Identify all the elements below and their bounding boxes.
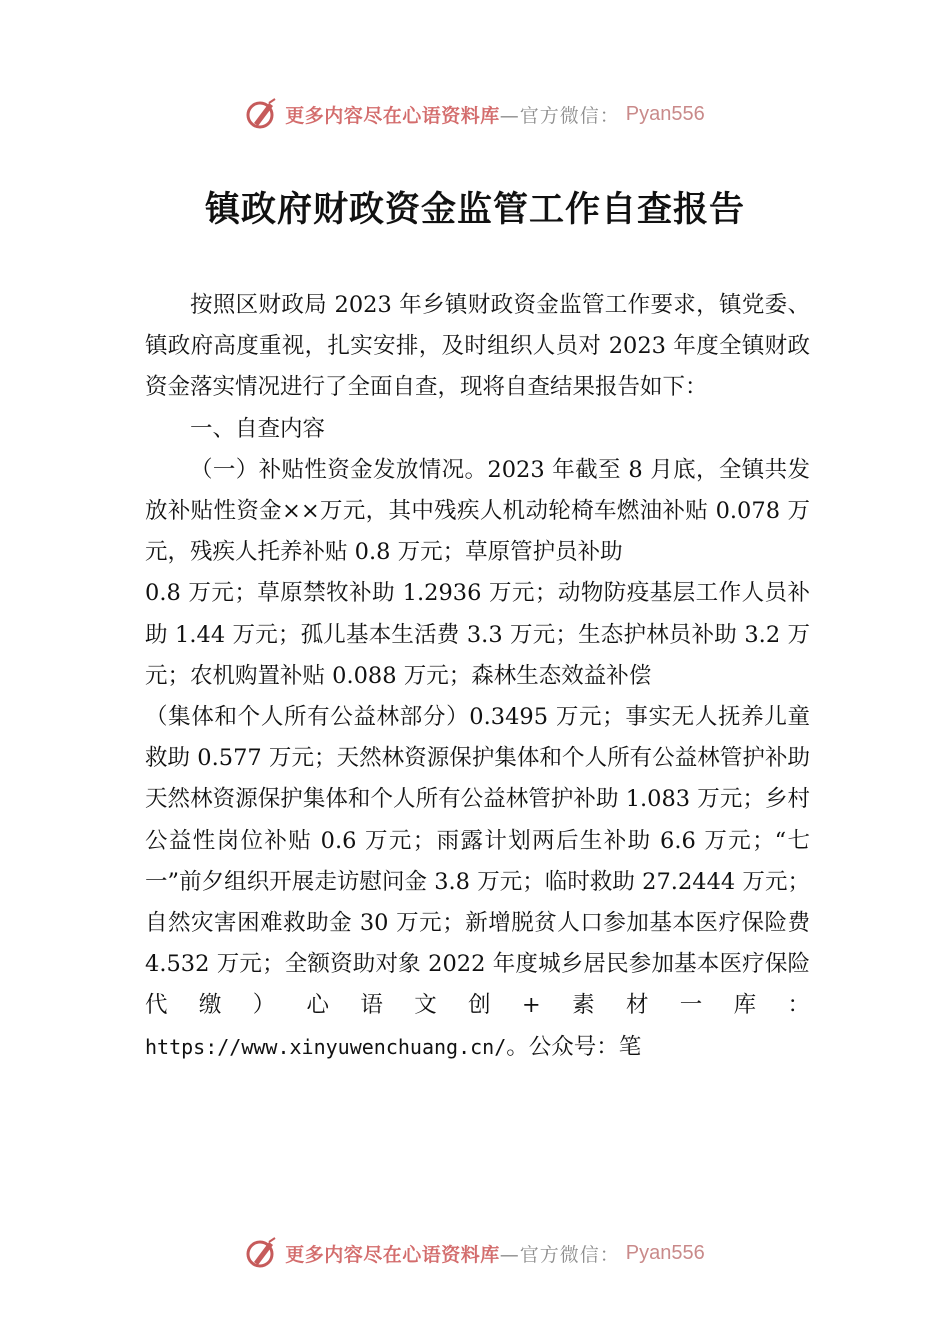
website-url: https://www.xinyuwenchuang.cn/	[145, 1034, 507, 1059]
banner-wechat-id: Pyan556	[625, 1241, 705, 1264]
subsidy-paragraph-cont-1: 0.8 万元；草原禁牧补助 1.2936 万元；动物防疫基层工作人员补助 1.44 万元；孤儿基本生活费 3.3 万元；生态护林员补助 3.2 万元；农机购置补贴 0.088 万元；森林生态效益补偿	[145, 580, 810, 689]
section-heading: 一、自查内容	[190, 415, 326, 442]
footer-watermark-banner	[0, 1231, 950, 1275]
intro-paragraph: 按照区财政局 2023 年乡镇财政资金监管工作要求，镇党委、镇政府高度重视，扎实安排，及时组织人员对 2023 年度全镇财政资金落实情况进行了全面自查，现将自查结果报告如下：	[145, 292, 810, 401]
subsidy-text-end: 。公众号：笔	[506, 1033, 642, 1060]
banner-sub-text: —官方微信：	[499, 1243, 620, 1266]
subsidy-paragraph: （一）补贴性资金发放情况。2023 年截至 8 月底，全镇共发放补贴性资金××万元，其中残疾人机动轮椅车燃油补贴 0.078 万元，残疾人托养补贴 0.8 万元；草原管护员补助	[145, 456, 810, 566]
subsidy-paragraph-cont-2	[145, 697, 810, 1068]
pen-logo-icon	[245, 1236, 279, 1270]
subsidy-text: （集体和个人所有公益林部分）0.3495 万元；事实无人抚养儿童救助 0.577 万元；天然林资源保护集体和个人所有公益林管护补助天然林资源保护集体和个人所有公益林管护补助 1.083 万元；乡村公益性岗位补贴 0.6 万元；雨露计划两后生补助 6.6 万元；“七一”前夕组织开展走访慰问金 3.8 万元；临时救助 27.2444 万元；自然灾害困难救助金 30 万元；新增脱贫人口参加基本医疗保险费 4.532 万元；全额资助对象 2022 年度城乡居民参加基本医疗保险代缴）心语文创+素材一库：	[145, 704, 810, 1019]
banner-main-text: 更多内容尽在心语资料库	[285, 104, 500, 127]
pen-logo-icon	[245, 97, 279, 131]
banner-wechat-id: Pyan556	[625, 102, 705, 125]
document-body	[145, 285, 810, 1068]
banner-sub-text: —官方微信：	[499, 104, 620, 127]
header-watermark-banner	[0, 92, 950, 136]
document-title: 镇政府财政资金监管工作自查报告	[204, 190, 745, 230]
banner-main-text: 更多内容尽在心语资料库	[285, 1243, 500, 1266]
